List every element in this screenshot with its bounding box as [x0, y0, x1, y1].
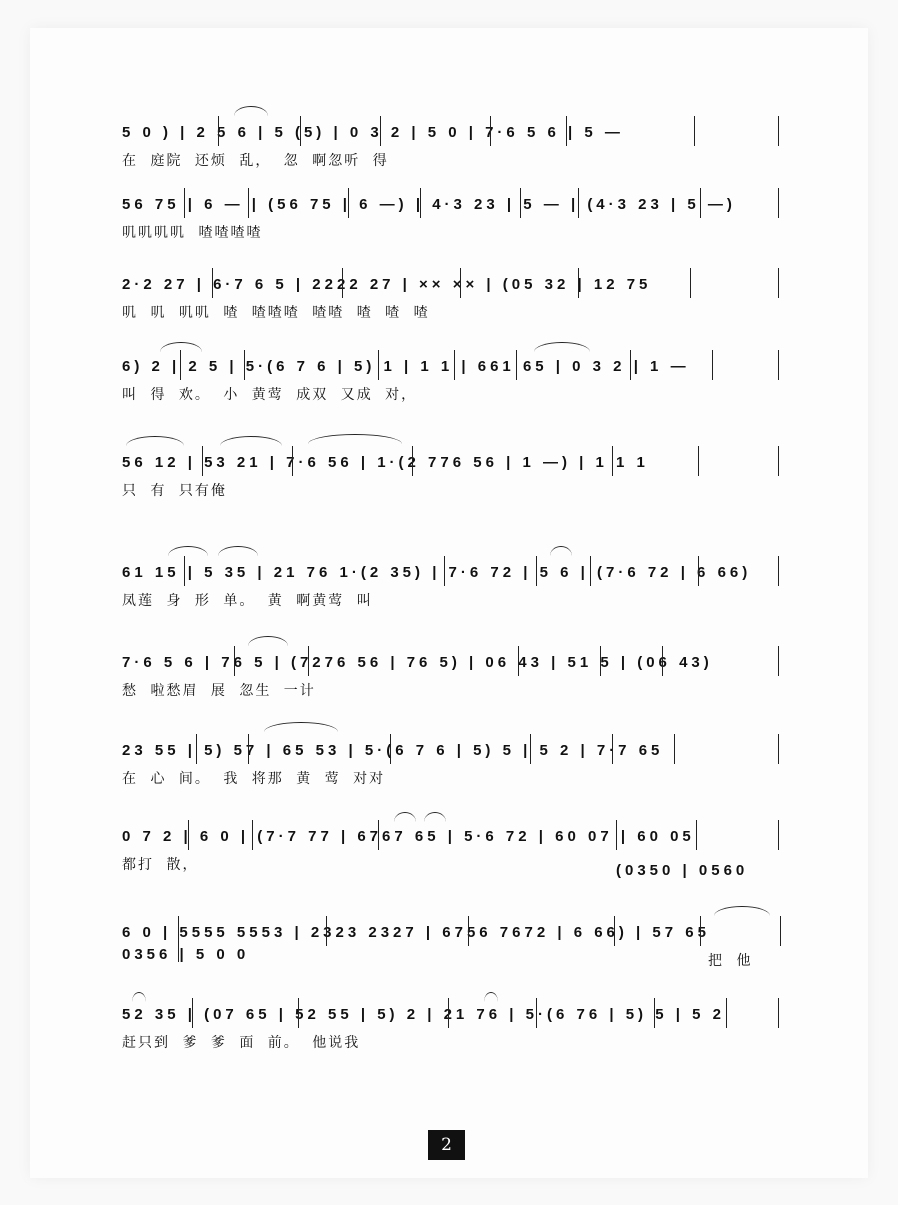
bar-line — [578, 188, 579, 218]
lyrics-line: 赶只到 爹 爹 面 前。 他说我 — [122, 1035, 361, 1051]
bar-line — [412, 446, 413, 476]
jianpu-notes: 23 55 | 5) 57 | 65 53 | 5·(6 7 6 | 5) 5 | 5 2 | 7·7 65 — [122, 742, 664, 759]
bar-line — [690, 268, 691, 298]
bar-line — [726, 998, 727, 1028]
bar-line — [566, 116, 567, 146]
bar-line — [674, 734, 675, 764]
lyrics-line: 在 庭院 还烦 乱， 忽 啊忽听 得 — [122, 153, 389, 169]
bar-line — [778, 820, 779, 850]
bar-line — [342, 268, 343, 298]
bar-line — [308, 646, 309, 676]
bar-line — [662, 646, 663, 676]
bar-line — [614, 916, 615, 946]
lyrics-line: 只 有 只有俺 — [122, 483, 227, 499]
bar-line — [252, 820, 253, 850]
lyrics-line: 叽叽叽叽 喳喳喳喳 — [122, 225, 263, 241]
bar-line — [468, 916, 469, 946]
bar-line — [778, 646, 779, 676]
bar-line — [520, 188, 521, 218]
bar-line — [300, 116, 301, 146]
bar-line — [420, 188, 421, 218]
lyrics-line: 凤莲 身 形 单。 黄 啊黄莺 叫 — [122, 593, 373, 609]
bar-line — [248, 188, 249, 218]
bar-line — [178, 916, 179, 962]
bar-line — [780, 916, 781, 946]
accompaniment-notes: (0350 | 0560 — [616, 862, 749, 879]
accompaniment-notes: 0356 | 5 0 0 — [122, 946, 250, 963]
bar-line — [778, 734, 779, 764]
bar-line — [196, 734, 197, 764]
bar-line — [700, 188, 701, 218]
jianpu-notes: 61 15 | 5 35 | 21 76 1·(2 35) | 7·6 72 | 5 6 | (7·6 72 | 6 66) — [122, 564, 752, 581]
bar-line — [180, 350, 181, 380]
lyrics-line: 叫 得 欢。 小 黄莺 成双 又成 对， — [122, 387, 418, 403]
bar-line — [516, 350, 517, 380]
bar-line — [578, 268, 579, 298]
bar-line — [778, 446, 779, 476]
bar-line — [188, 820, 189, 850]
bar-line — [234, 646, 235, 676]
bar-line — [378, 350, 379, 380]
bar-line — [530, 734, 531, 764]
bar-line — [778, 188, 779, 218]
bar-line — [778, 268, 779, 298]
jianpu-notes: 2·2 27 | 6·7 6 5 | 2222 27 | ×× ×× | (05 32 | 12 75 — [122, 276, 652, 293]
bar-line — [218, 116, 219, 146]
bar-line — [448, 998, 449, 1028]
bar-line — [460, 268, 461, 298]
bar-line — [536, 998, 537, 1028]
jianpu-notes: 0 7 2 | 6 0 | (7·7 77 | 6767 65 | 5·6 72 | 60 07 | 60 05 — [122, 828, 695, 845]
jianpu-notes: 52 35 | (07 65 | 52 55 | 5) 2 | 21 76 | 5·(6 76 | 5) 5 | 5 2 — [122, 1006, 725, 1023]
bar-line — [694, 116, 695, 146]
bar-line — [600, 646, 601, 676]
bar-line — [184, 556, 185, 586]
bar-line — [298, 998, 299, 1028]
jianpu-notes: 5 0 ) | 2 5 6 | 5 (5) | 0 3 2 | 5 0 | 7·6 5 6 | 5 — — [122, 124, 624, 141]
lyrics-line: 都打 散， — [122, 857, 199, 873]
bar-line — [590, 556, 591, 586]
bar-line — [378, 820, 379, 850]
bar-line — [192, 998, 193, 1028]
bar-line — [712, 350, 713, 380]
jianpu-notes: 7·6 5 6 | 76 5 | (7276 56 | 76 5) | 06 43 | 51 5 | (06 43) — [122, 654, 713, 671]
bar-line — [698, 556, 699, 586]
bar-line — [778, 116, 779, 146]
bar-line — [518, 646, 519, 676]
bar-line — [212, 268, 213, 298]
bar-line — [778, 556, 779, 586]
bar-line — [536, 556, 537, 586]
bar-line — [184, 188, 185, 218]
bar-line — [700, 916, 701, 946]
bar-line — [348, 188, 349, 218]
lyrics-line: 把 他 — [708, 953, 753, 969]
jianpu-notes: 6) 2 | 2 5 | 5·(6 7 6 | 5) 1 | 1 1 | 661 65 | 0 3 2 | 1 — — [122, 358, 690, 375]
bar-line — [454, 350, 455, 380]
bar-line — [630, 350, 631, 380]
bar-line — [292, 446, 293, 476]
bar-line — [390, 734, 391, 764]
lyrics-line: 在 心 间。 我 将那 黄 莺 对对 — [122, 771, 386, 787]
bar-line — [654, 998, 655, 1028]
bar-line — [248, 734, 249, 764]
bar-line — [612, 734, 613, 764]
bar-line — [444, 556, 445, 586]
bar-line — [778, 998, 779, 1028]
page-number: 2 — [428, 1130, 465, 1160]
bar-line — [380, 116, 381, 146]
bar-line — [490, 116, 491, 146]
jianpu-notes: 6 0 | 5555 5553 | 2323 2327 | 6756 7672 | 6 66) | 57 65 — [122, 924, 710, 941]
jianpu-notes: 56 12 | 53 21 | 7·6 56 | 1·(2 776 56 | 1 —) | 1 1 1 — [122, 454, 649, 471]
bar-line — [612, 446, 613, 476]
lyrics-line: 愁 啦愁眉 展 忽生 一计 — [122, 683, 316, 699]
bar-line — [698, 446, 699, 476]
bar-line — [244, 350, 245, 380]
bar-line — [616, 820, 617, 850]
bar-line — [326, 916, 327, 946]
lyrics-line: 叽 叽 叽叽 喳 喳喳喳 喳喳 喳 喳 喳 — [122, 305, 430, 321]
bar-line — [202, 446, 203, 476]
bar-line — [778, 350, 779, 380]
jianpu-notes: 56 75 | 6 — | (56 75 | 6 —) | 4·3 23 | 5 — | (4·3 23 | 5 —) — [122, 196, 736, 213]
bar-line — [696, 820, 697, 850]
